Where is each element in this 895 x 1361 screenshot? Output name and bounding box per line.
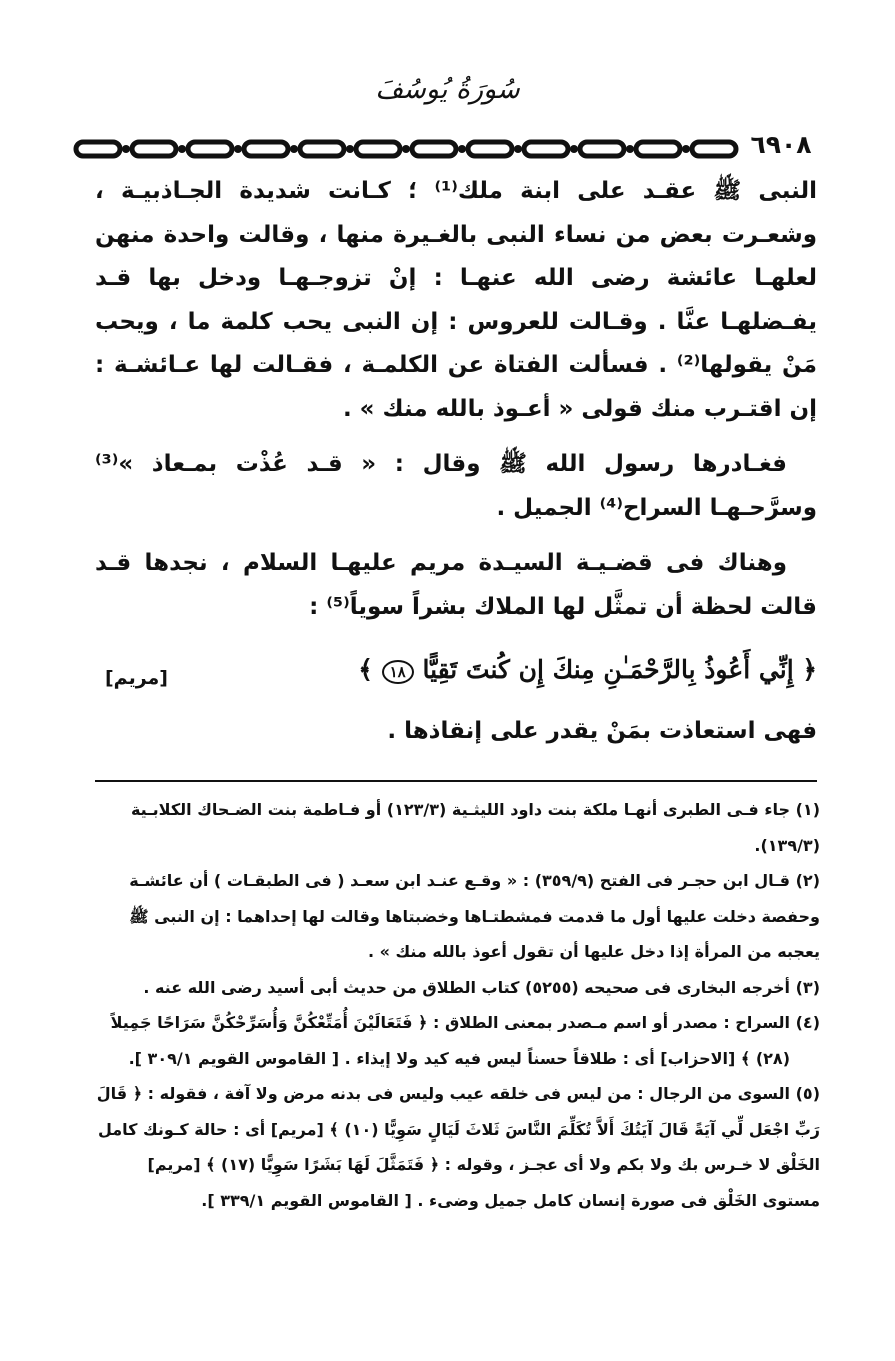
- main-text: [95, 170, 817, 629]
- footnote-2-line-1: (٢) قـال ابن حجـر فى الفتح (٣٥٩/٩) : « وقـع عنـد ابن سعـد ( فى الطبقـات ) أن عائشـة: [129, 871, 820, 890]
- closing-sentence: فهى استعاذت بمَنْ يقدر على إنقاذها .: [387, 718, 817, 744]
- verse-reference: [مريم]: [105, 667, 168, 689]
- footnote-5-line-3: الخَلْق لا خـرس بك ولا بكم ولا أى عجـز ، وقوله : ﴿ فَتَمَثَّلَ لَهَا بَشَرًا سَوِيًّا (١٧) ﴾ [مريم]: [147, 1155, 820, 1174]
- quran-verse-row: [95, 655, 817, 703]
- decorative-chain-border: [72, 134, 742, 164]
- footnote-2-line-2: وحفصة دخلت عليها أول ما قدمت فمشطتـاها وخضبتاها وقالت لها إحداهما : إن النبى ﷺ: [129, 906, 820, 926]
- footnote-3: (٣) أخرجه البخارى فى صحيحه (٥٢٥٥) كتاب الطلاق من حديث أبى أسيد رضى الله عنه .: [143, 977, 820, 997]
- footnote-5-line-2: رَبِّ اجْعَل لِّي آيَةً قَالَ آيَتُكَ أَلاَّ تُكَلِّمَ النَّاسَ ثَلاثَ لَيَالٍ سَوِيًّا (١٠) ﴾ [مريم] أى : حالة كـونك كامل: [97, 1119, 820, 1139]
- verse-close-bracket: ﴾: [358, 655, 373, 684]
- page-number: ٦٩٠٨: [750, 130, 812, 159]
- quran-verse: [358, 655, 817, 684]
- footnote-divider: [95, 780, 817, 782]
- verse-text: ﴿ إِنِّي أَعُوذُ بِالرَّحْمَـٰنِ مِنكَ إِن كُنتَ تَقِيًّا: [422, 655, 817, 684]
- footnote-5-line-1: (٥) السوى من الرجال : من ليس فى خلقه عيب وليس فى بدنه مرض ولا آفة ، فقوله : ﴿ قَالَ: [96, 1084, 820, 1103]
- paragraph-2: فغـادرها رسول الله ﷺ وقال : « قـد عُذْت بمـعاذ »⁽³⁾ وسرَّحـهـا السراح⁽⁴⁾ الجميل .: [95, 451, 817, 521]
- paragraph-3: وهناك فى قضـيـة السيـدة مريم عليهـا السلام ، نجدها قـد قالت لحظة أن تمثَّل لها الملاك بشراً سوياً⁽⁵⁾ :: [95, 550, 817, 620]
- footnote-4-line-2: (٢٨) ﴾ [الاحزاب] أى : طلاقاً حسناً ليس فيه كيد ولا إيذاء . [ القاموس القويم ٣٠٩/١ ].: [128, 1048, 790, 1068]
- surah-title: سُورَةُ يُوسُفَ: [375, 74, 520, 105]
- footnotes: [95, 792, 820, 1218]
- footnote-1-line-1: (١) جاء فـى الطبرى أنهـا ملكة بنت داود الليثـية (١٢٣/٣) أو فـاطمة بنت الضـحاك الكلابـية: [130, 800, 820, 819]
- paragraph-1: النبى ﷺ عقـد على ابنة ملك⁽¹⁾ ؛ كـانت شديدة الجـاذبيـة ، وشعـرت بعض من نساء النبى بالغـيرة منها ، وقالت واحدة منهن لعلهـا عائشة رضى الله عنهـا : إنْ تزوجـهـا ودخل بها قـد يفـضلهـا عنَّا . وقـالت للعروس : إن النبى يحب كلمة ما ، ويحب مَنْ يقولها⁽²⁾ . فسألت الفتاة عن الكلمـة ، فقـالت لها عـائشـة : إن اقتـرب منك قولى « أعـوذ بالله منك » .: [95, 178, 817, 422]
- footnote-1-line-2: (١٣٩/٣).: [754, 835, 820, 855]
- verse-number-badge: ١٨: [382, 660, 414, 684]
- footnote-2-line-3: يعجبه من المرأة إذا دخل عليها أن تقول أعوذ بالله منك » .: [367, 942, 820, 961]
- footnote-4-line-1: (٤) السراح : مصدر أو اسم مـصدر بمعنى الطلاق : ﴿ فَتَعَالَيْنَ أُمَتِّعْكُنَّ وَأُسَرِّحْكُنَّ سَرَاحًا جَمِيلاً: [110, 1013, 820, 1032]
- footnote-5-line-4: مستوى الخَلْق فى صورة إنسان كامل جميل وضىء . [ القاموس القويم ٣٣٩/١ ].: [201, 1190, 820, 1210]
